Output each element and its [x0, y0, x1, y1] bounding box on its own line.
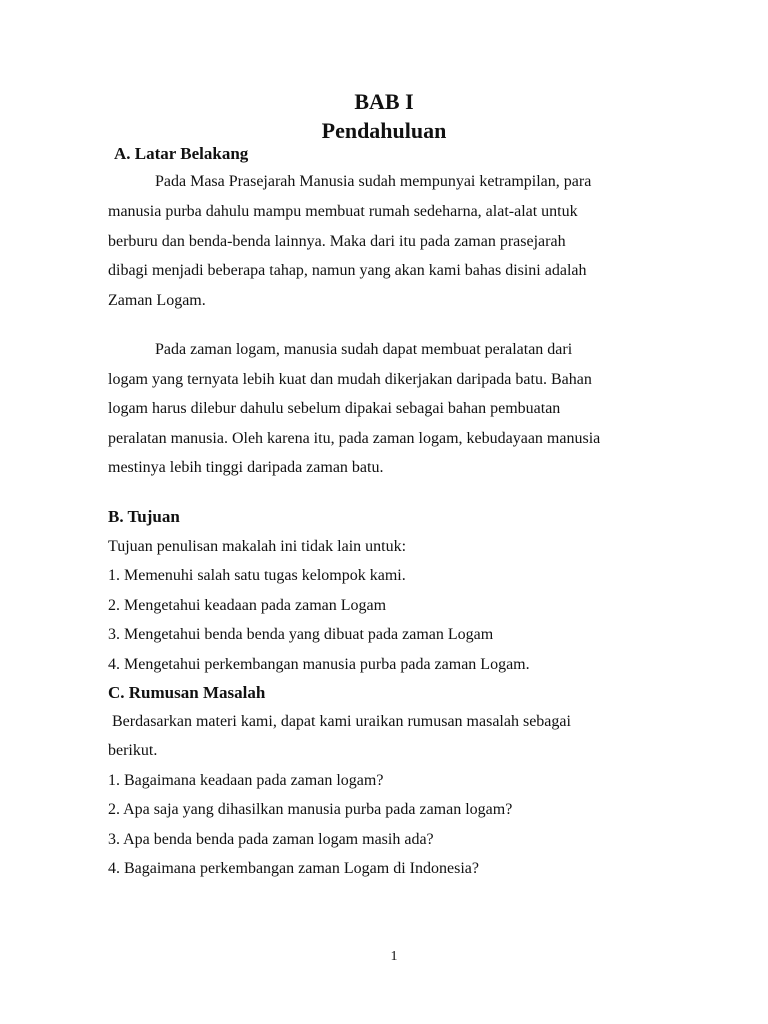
section-b-intro: Tujuan penulisan makalah ini tidak lain untuk:: [108, 538, 407, 555]
section-c-list-item: 4. Bagaimana perkembangan zaman Logam di Indonesia?: [108, 860, 479, 877]
page-number: 1: [390, 949, 398, 964]
section-a-p2-line: logam harus dilebur dahulu sebelum dipakai sebagai bahan pembuatan: [108, 400, 561, 417]
section-c-intro-line: Berdasarkan materi kami, dapat kami uraikan rumusan masalah sebagai: [112, 713, 571, 730]
section-a-p1-line: berburu dan benda-benda lainnya. Maka dari itu pada zaman prasejarah: [108, 233, 566, 250]
chapter-title: BAB I: [354, 89, 414, 114]
section-b-list-item: 3. Mengetahui benda benda yang dibuat pada zaman Logam: [108, 626, 494, 643]
section-b-list-item: 4. Mengetahui perkembangan manusia purba pada zaman Logam.: [108, 656, 530, 673]
section-c-list-item: 2. Apa saja yang dihasilkan manusia purba pada zaman logam?: [108, 801, 513, 818]
section-b-list-item: 2. Mengetahui keadaan pada zaman Logam: [108, 597, 387, 614]
section-a-p1-line: dibagi menjadi beberapa tahap, namun yang akan kami bahas disini adalah: [108, 262, 587, 279]
section-c-list-item: 1. Bagaimana keadaan pada zaman logam?: [108, 772, 384, 789]
section-b-list-item: 1. Memenuhi salah satu tugas kelompok kami.: [108, 567, 406, 584]
section-a-p2-line: logam yang ternyata lebih kuat dan mudah dikerjakan daripada batu. Bahan: [108, 371, 592, 388]
section-a-p1-line: Pada Masa Prasejarah Manusia sudah mempunyai ketrampilan, para: [155, 173, 592, 190]
section-b-heading: B. Tujuan: [108, 507, 180, 526]
section-c-intro-line: berikut.: [108, 742, 158, 759]
chapter-subtitle: Pendahuluan: [321, 118, 447, 143]
section-a-p2-line: peralatan manusia. Oleh karena itu, pada zaman logam, kebudayaan manusia: [108, 430, 601, 447]
section-c-heading: C. Rumusan Masalah: [108, 683, 266, 702]
section-a-p1-line: manusia purba dahulu mampu membuat rumah sedeharna, alat-alat untuk: [108, 203, 578, 220]
section-a-p1-line: Zaman Logam.: [108, 292, 206, 309]
section-a-heading: A. Latar Belakang: [114, 144, 249, 163]
section-c-list-item: 3. Apa benda benda pada zaman logam masih ada?: [108, 831, 434, 848]
section-a-p2-line: mestinya lebih tinggi daripada zaman batu.: [108, 459, 384, 476]
section-a-p2-line: Pada zaman logam, manusia sudah dapat membuat peralatan dari: [155, 341, 573, 358]
